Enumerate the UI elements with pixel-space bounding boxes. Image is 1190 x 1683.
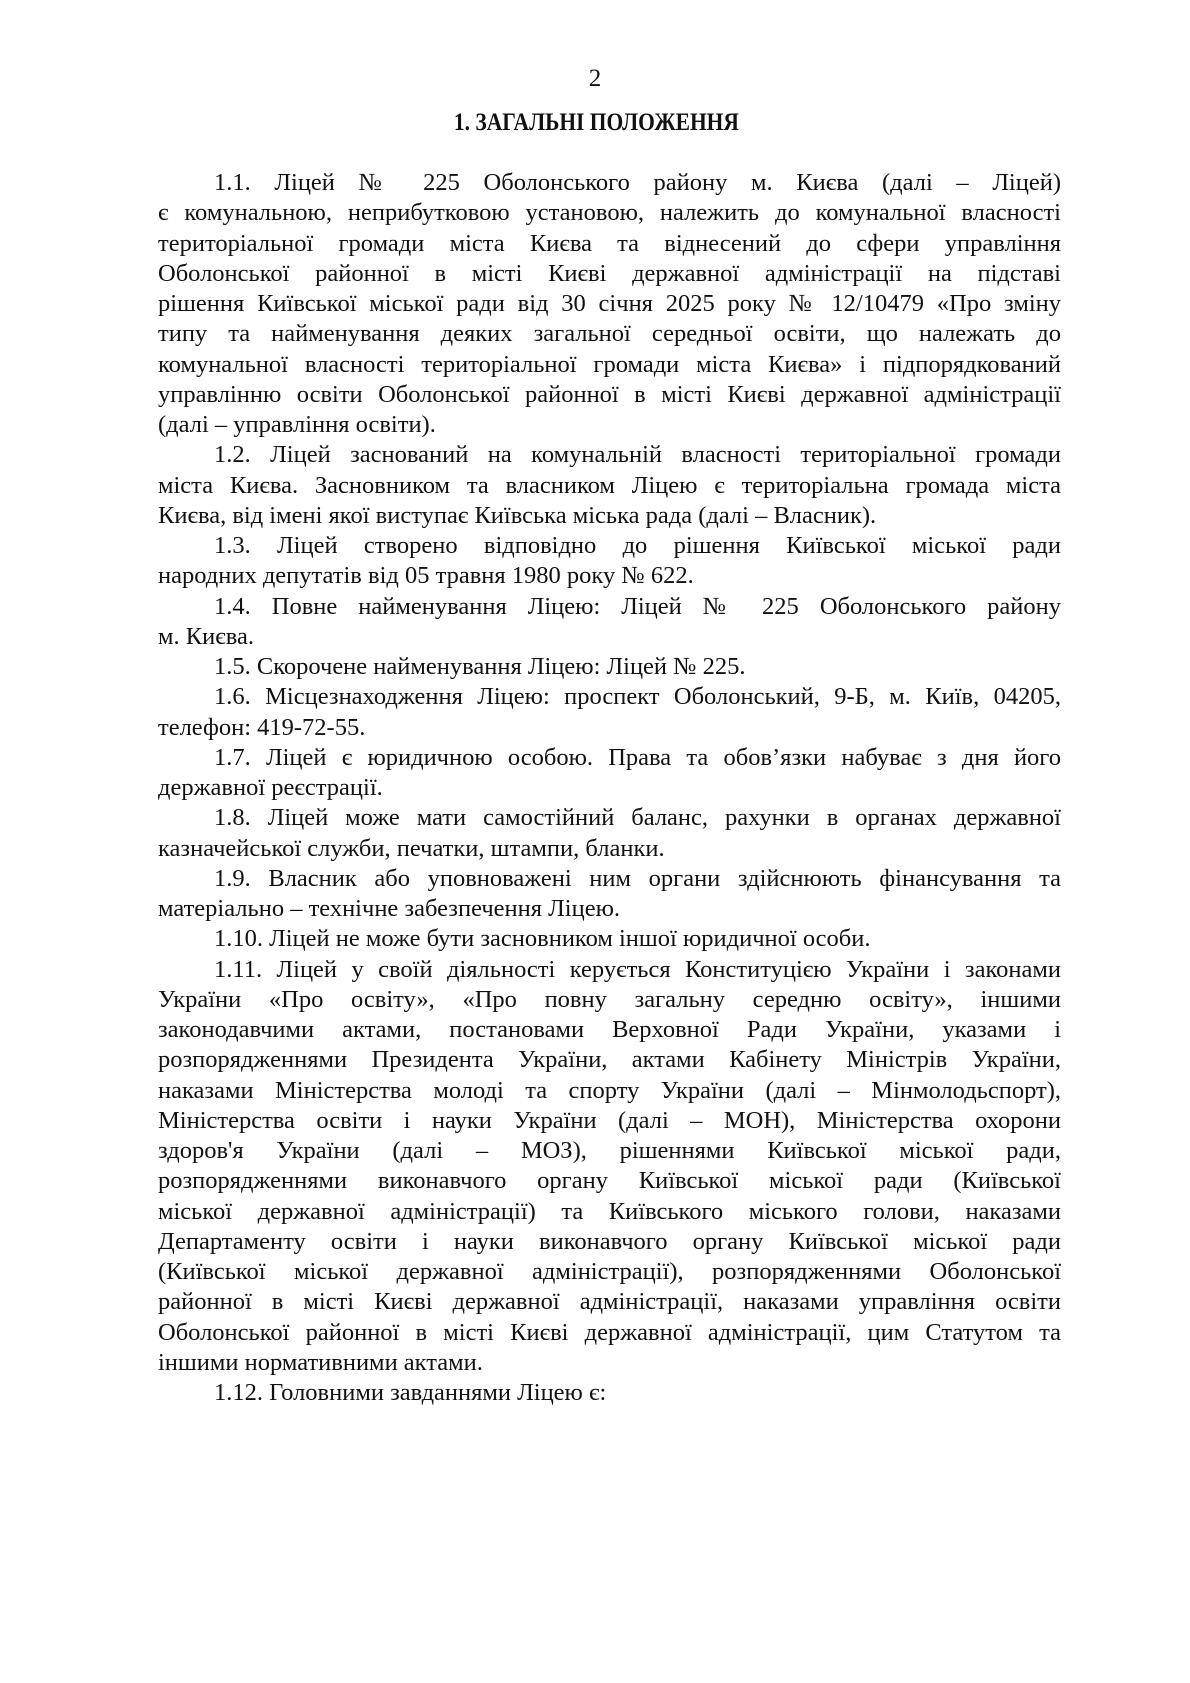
- text-line: [158, 834, 1061, 864]
- text-line: [158, 259, 1061, 289]
- page-number: 2: [588, 65, 602, 92]
- line-text: міста Києва. Засновником та власником Ліцею є територіальна громада міста: [158, 471, 1061, 499]
- paragraph-1-3: [158, 531, 1061, 592]
- text-line: [158, 622, 1061, 652]
- line-text: Департаменту освіти і науки виконавчого органу Київської міської ради: [158, 1227, 1061, 1255]
- text-line: [158, 229, 1061, 259]
- paragraph-1-11: [158, 955, 1061, 1379]
- line-text: 1.6. Місцезнаходження Ліцею: проспект Оболонський, 9-Б, м. Київ, 04205,: [214, 683, 1061, 711]
- text-line: [158, 592, 1061, 622]
- line-text: наказами Міністерства молоді та спорту України (далі – Мінмолодьспорт),: [158, 1076, 1061, 1104]
- text-line: [158, 501, 1061, 531]
- line-text: 1.2. Ліцей заснований на комунальній власності територіальної громади: [214, 441, 1061, 469]
- text-line: [158, 471, 1061, 501]
- section-heading: 1. ЗАГАЛЬНІ ПОЛОЖЕННЯ: [453, 109, 739, 136]
- line-text: (далі – управління освіти).: [158, 411, 436, 438]
- text-line: [158, 440, 1061, 470]
- text-line: [158, 198, 1061, 228]
- text-line: [158, 380, 1061, 410]
- line-text: 1.11. Ліцей у своїй діяльності керується Конституцією України і законами: [214, 955, 1061, 983]
- text-line: [158, 894, 1061, 924]
- line-text: 1.7. Ліцей є юридичною особою. Права та обов’язки набуває з дня його: [214, 743, 1061, 771]
- line-text: районної в місті Києві державної адміністрації, наказами управління освіти: [158, 1288, 1061, 1316]
- line-text: 1.10. Ліцей не може бути засновником іншої юридичної особи.: [214, 925, 871, 953]
- line-text: матеріально – технічне забезпечення Ліцею.: [158, 895, 620, 922]
- text-line: [158, 1136, 1061, 1166]
- line-text: Міністерства освіти і науки України (далі – МОН), Міністерства охорони: [158, 1106, 1061, 1134]
- line-text: розпорядженнями виконавчого органу Київської міської ради (Київської: [158, 1167, 1061, 1195]
- line-text: 1.8. Ліцей може мати самостійний баланс, рахунки в органах державної: [214, 804, 1061, 832]
- line-text: здоров'я України (далі – МОЗ), рішеннями Київської міської ради,: [158, 1137, 1061, 1164]
- text-line: [158, 1106, 1061, 1136]
- text-line: [158, 1227, 1061, 1257]
- line-text: Оболонської районної в місті Києві державної адміністрації на підставі: [158, 259, 1061, 287]
- text-line: [158, 531, 1061, 561]
- paragraph-1-5: [158, 652, 1061, 682]
- text-line: [158, 682, 1061, 712]
- line-text: Оболонської районної в місті Києві державної адміністрації, цим Статутом та: [158, 1318, 1061, 1346]
- text-line: [158, 1045, 1061, 1075]
- line-text: іншими нормативними актами.: [158, 1348, 483, 1376]
- paragraph-1-1: [158, 168, 1061, 440]
- line-text: казначейської служби, печатки, штампи, бланки.: [158, 834, 665, 862]
- text-line: [158, 289, 1061, 319]
- paragraph-1-2: [158, 440, 1061, 531]
- text-line: [158, 1348, 1061, 1378]
- text-line: [158, 319, 1061, 349]
- line-text: територіальної громади міста Києва та віднесений до сфери управління: [158, 229, 1061, 257]
- text-line: [158, 864, 1061, 894]
- line-text: 1.9. Власник або уповноважені ним органи здійснюють фінансування та: [214, 864, 1061, 892]
- line-text: типу та найменування деяких загальної середньої освіти, що належать до: [158, 320, 1061, 348]
- paragraph-1-6: [158, 682, 1061, 743]
- paragraph-1-10: [158, 924, 1061, 954]
- paragraph-1-8: [158, 803, 1061, 864]
- line-text: 1.3. Ліцей створено відповідно до рішення Київської міської ради: [214, 532, 1061, 559]
- text-line: [158, 743, 1061, 773]
- line-text: телефон: 419-72-55.: [158, 713, 366, 741]
- text-line: [158, 924, 1061, 954]
- line-text: 1.12. Головними завданнями Ліцею є:: [214, 1379, 607, 1406]
- text-line: [158, 1318, 1061, 1348]
- paragraph-1-12: [158, 1378, 1061, 1408]
- text-line: [158, 561, 1061, 591]
- text-line: [158, 1257, 1061, 1287]
- text-line: [158, 350, 1061, 380]
- line-text: розпорядженнями Президента України, актами Кабінету Міністрів України,: [158, 1046, 1061, 1074]
- line-text: 1.1. Ліцей № 225 Оболонського району м. Києва (далі – Ліцей): [214, 169, 1061, 196]
- text-line: [158, 1166, 1061, 1196]
- text-line: [158, 773, 1061, 803]
- paragraph-1-7: [158, 743, 1061, 804]
- paragraph-1-4: [158, 592, 1061, 653]
- line-text: законодавчими актами, постановами Верховної Ради України, указами і: [158, 1016, 1061, 1043]
- text-line: [158, 1197, 1061, 1227]
- text-line: [158, 803, 1061, 833]
- line-text: 1.5. Скорочене найменування Ліцею: Ліцей № 225.: [214, 653, 746, 680]
- line-text: рішення Київської міської ради від 30 січня 2025 року № 12/10479 «Про зміну: [158, 290, 1061, 317]
- text-line: [158, 985, 1061, 1015]
- line-text: (Київської міської державної адміністрації), розпорядженнями Оболонської: [158, 1258, 1061, 1285]
- line-text: комунальної власності територіальної громади міста Києва» і підпорядкований: [158, 350, 1061, 378]
- text-line: [158, 955, 1061, 985]
- paragraph-1-9: [158, 864, 1061, 925]
- line-text: управлінню освіти Оболонської районної в місті Києві державної адміністрації: [158, 380, 1061, 408]
- text-line: [158, 168, 1061, 198]
- text-line: [158, 1287, 1061, 1317]
- text-line: [158, 652, 1061, 682]
- document-body: [158, 168, 1061, 1408]
- line-text: м. Києва.: [158, 622, 254, 650]
- text-line: [158, 1378, 1061, 1408]
- line-text: України «Про освіту», «Про повну загальну середню освіту», іншими: [158, 985, 1061, 1013]
- line-text: 1.4. Повне найменування Ліцею: Ліцей № 225 Оболонського району: [214, 592, 1061, 620]
- text-line: [158, 1015, 1061, 1045]
- line-text: державної реєстрації.: [158, 774, 383, 801]
- line-text: є комунальною, неприбутковою установою, належить до комунальної власності: [158, 199, 1061, 227]
- text-line: [158, 1076, 1061, 1106]
- line-text: Києва, від імені якої виступає Київська міська рада (далі – Власник).: [158, 501, 877, 529]
- line-text: міської державної адміністрації) та Київського міського голови, наказами: [158, 1197, 1061, 1225]
- text-line: [158, 713, 1061, 743]
- line-text: народних депутатів від 05 травня 1980 року № 622.: [158, 562, 694, 590]
- text-line: [158, 410, 1061, 440]
